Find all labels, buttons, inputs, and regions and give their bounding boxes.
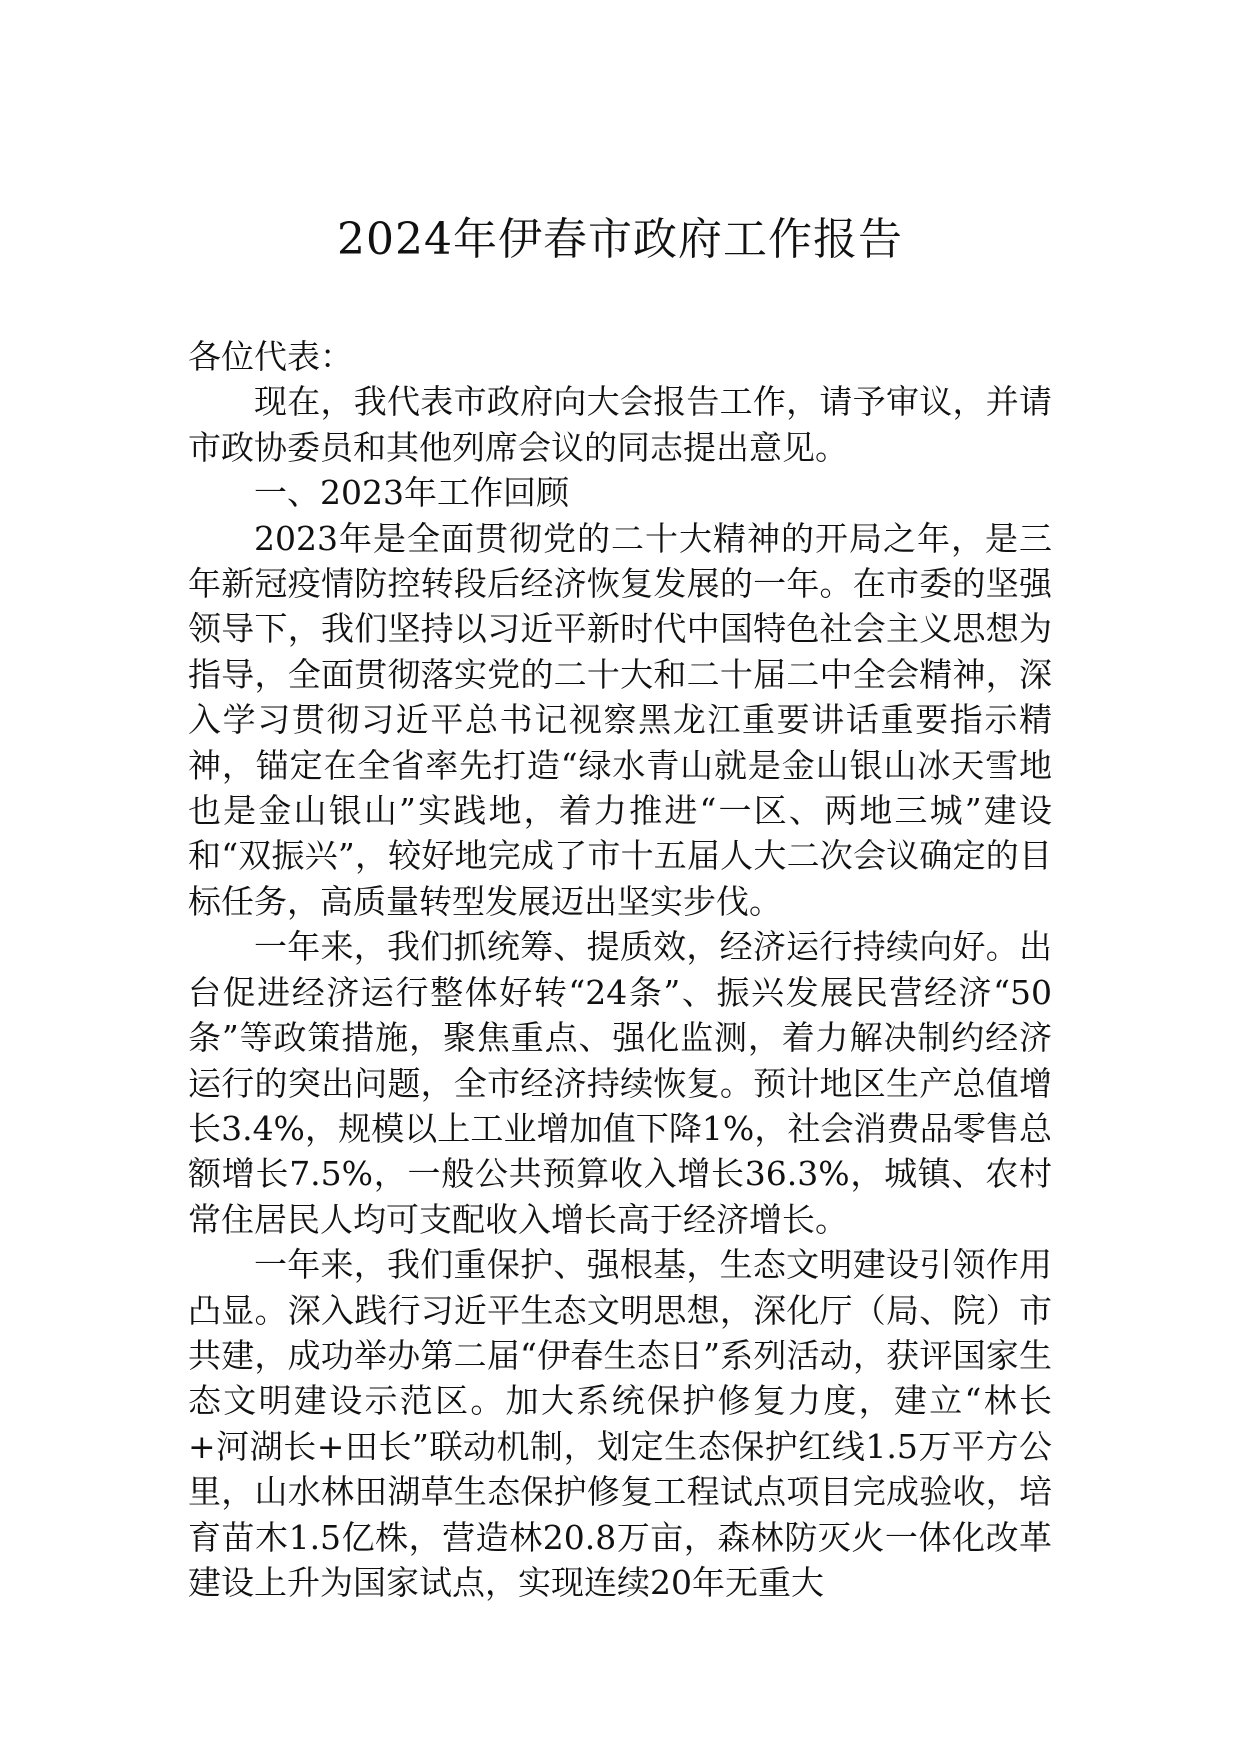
salutation: 各位代表： <box>188 337 353 376</box>
document-title: 2024年伊春市政府工作报告 <box>337 214 903 265</box>
paragraph-economy: 一年来，我们抓统筹、提质效，经济运行持续向好。出台促进经济运行整体好转“24条”、振兴发展民营经济“50条”等政策措施，聚焦重点、强化监测，着力解决制约经济运行的突出问题，全市经济持续恢复。预计地区生产总值增长3.4%，规模以上工业增加值下降1%，社会消费品零售总额增长7.5%，一般公共预算收入增长36.3%，城镇、农村常住居民人均可支配收入增长高于经济增长。 <box>188 927 1052 1239</box>
paragraph-ecology: 一年来，我们重保护、强根基，生态文明建设引领作用凸显。深入践行习近平生态文明思想，深化厅（局、院）市共建，成功举办第二届“伊春生态日”系列活动，获评国家生态文明建设示范区。加大系统保护修复力度，建立“林长+河湖长+田长”联动机制，划定生态保护红线1.5万平方公里，山水林田湖草生态保护修复工程试点项目完成验收，培育苗木1.5亿株，营造林20.8万亩，森林防灭火一体化改革建设上升为国家试点，实现连续20年无重大 <box>188 1245 1052 1602</box>
section-heading: 一、2023年工作回顾 <box>254 473 569 513</box>
paragraph-intro: 现在，我代表市政府向大会报告工作，请予审议，并请市政协委员和其他列席会议的同志提出意见。 <box>188 382 1052 467</box>
document-body <box>188 334 1052 1605</box>
paragraph-overview: 2023年是全面贯彻党的二十大精神的开局之年，是三年新冠疫情防控转段后经济恢复发展的一年。在市委的坚强领导下，我们坚持以习近平新时代中国特色社会主义思想为指导，全面贯彻落实党的二十大和二十届二中全会精神，深入学习贯彻习近平总书记视察黑龙江重要讲话重要指示精神，锚定在全省率先打造“绿水青山就是金山银山冰天雪地也是金山银山”实践地，着力推进“一区、两地三城”建设和“双振兴”，较好地完成了市十五届人大二次会议确定的目标任务，高质量转型发展迈出坚实步伐。 <box>188 518 1052 921</box>
